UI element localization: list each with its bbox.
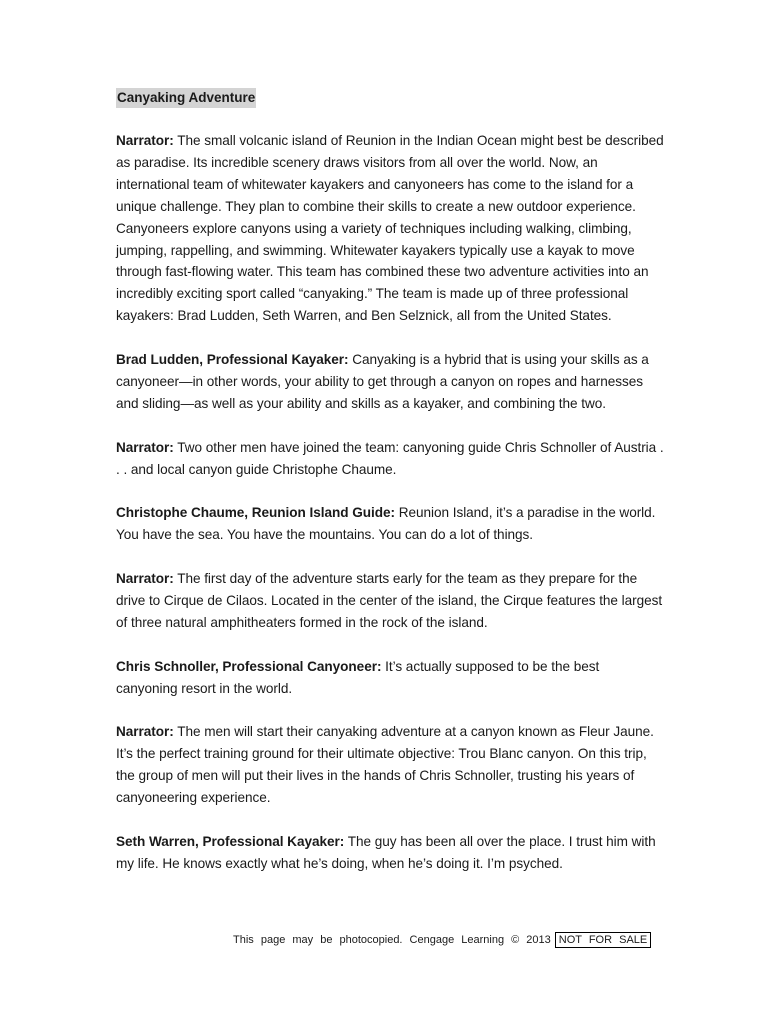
paragraph-text: Canyaking is a hybrid that is using your skills as a canyoneer—in other words, your ability to get through a canyon on ropes and harnesses and sliding—as well as your ability and skills as a kayaker, and combining the two. bbox=[116, 352, 649, 411]
not-for-sale-badge: NOT FOR SALE bbox=[555, 932, 651, 948]
transcript-paragraph bbox=[116, 437, 664, 481]
transcript-paragraph bbox=[116, 349, 664, 415]
paragraph-text: The men will start their canyaking adventure at a canyon known as Fleur Jaune. It’s the perfect training ground for their ultimate objective: Trou Blanc canyon. On this trip, the group of men will put their lives in the hands of Chris Schnoller, trusting his years of canyoneering experience. bbox=[116, 724, 654, 806]
transcript-paragraph bbox=[116, 502, 664, 546]
paragraph-text: Reunion Island, it’s a paradise in the world. You have the sea. You have the mountains. You can do a lot of things. bbox=[116, 505, 656, 543]
speaker-label: Seth Warren, Professional Kayaker: bbox=[116, 833, 345, 849]
transcript-paragraph bbox=[116, 130, 664, 327]
speaker-label: Chris Schnoller, Professional Canyoneer: bbox=[116, 658, 382, 674]
transcript bbox=[116, 130, 664, 875]
speaker-label: Christophe Chaume, Reunion Island Guide: bbox=[116, 505, 395, 521]
speaker-label: Narrator: bbox=[116, 133, 174, 148]
speaker-label: Narrator: bbox=[116, 571, 174, 587]
document-page bbox=[116, 88, 664, 897]
copyright-notice: This page may be photocopied. Cengage Learning © 2013 bbox=[233, 934, 551, 946]
transcript-paragraph bbox=[116, 656, 664, 700]
document-title: Canyaking Adventure bbox=[116, 88, 256, 108]
paragraph-text: The small volcanic island of Reunion in the Indian Ocean might best be described as paradise. Its incredible scenery draws visitors from all over the world. Now, an international team of whitewater kayakers and canyoneers has come to the island for a unique challenge. They plan to combine their skills to create a new outdoor experience. Canyoneers explore canyons using a variety of techniques including walking, climbing, jumping, rappelling, and swimming. Whitewater kayakers typically use a kayak to move through fast-flowing water. This team has combined these two adventure activities into an incredibly exciting sport called “canyaking.” The team is made up of three professional kayakers: Brad Ludden, Seth Warren, and Ben Selznick, all from the United States. bbox=[116, 133, 664, 324]
paragraph-text: Two other men have joined the team: canyoning guide Chris Schnoller of Austria . . . and local canyon guide Christophe Chaume. bbox=[116, 439, 664, 477]
speaker-label: Narrator: bbox=[116, 724, 174, 740]
speaker-label: Brad Ludden, Professional Kayaker: bbox=[116, 352, 349, 368]
paragraph-text: The first day of the adventure starts early for the team as they prepare for the drive to Cirque de Cilaos. Located in the center of the island, the Cirque features the largest of three natural amphitheaters formed in the rock of the island. bbox=[116, 571, 663, 630]
paragraph-text: It’s actually supposed to be the best canyoning resort in the world. bbox=[116, 658, 600, 696]
paragraph-text: The guy has been all over the place. I trust him with my life. He knows exactly what he’s doing, when he’s doing it. I’m psyched. bbox=[116, 833, 656, 871]
transcript-paragraph bbox=[116, 831, 664, 875]
page-footer bbox=[233, 931, 653, 949]
speaker-label: Narrator: bbox=[116, 439, 174, 455]
transcript-paragraph bbox=[116, 721, 664, 809]
transcript-paragraph bbox=[116, 568, 664, 634]
